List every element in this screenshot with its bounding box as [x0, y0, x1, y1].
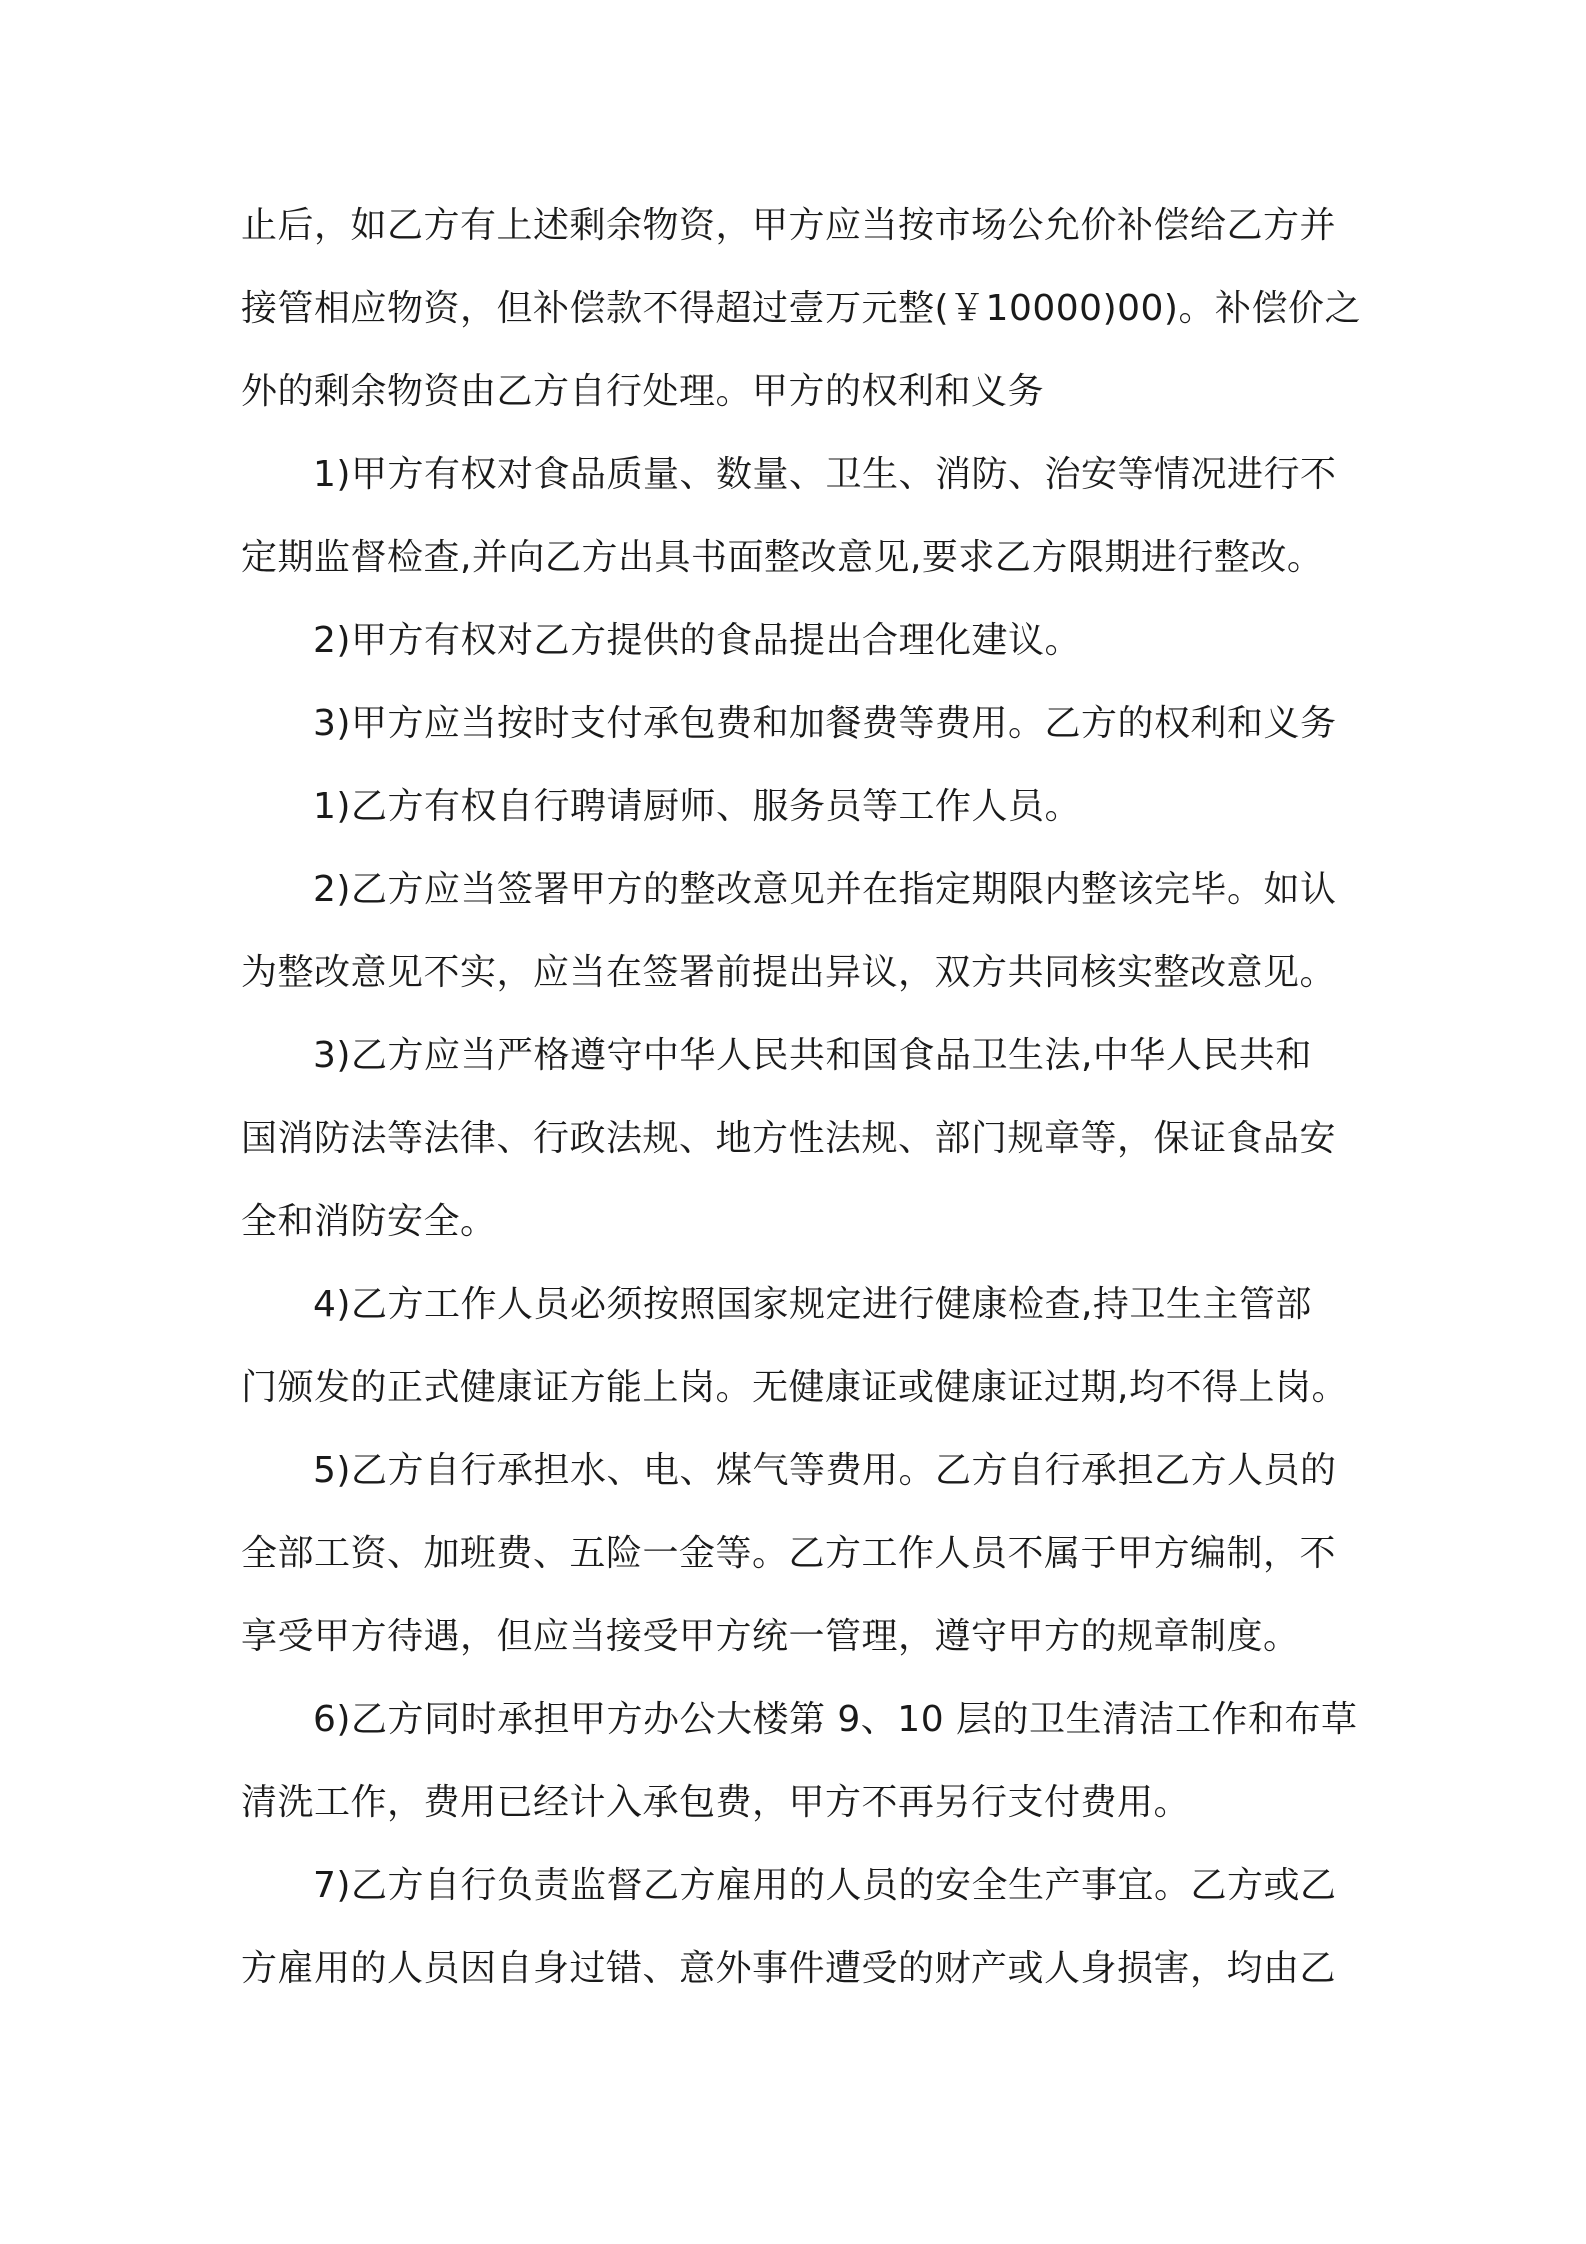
- text-line: 定期监督检查,并向乙方出具书面整改意见,要求乙方限期进行整改。: [241, 537, 1324, 578]
- text-line: 外的剩余物资由乙方自行处理。甲方的权利和义务: [241, 371, 1045, 412]
- paragraph-line: 6)乙方同时承担甲方办公大楼第 9、10 层的卫生清洁工作和布草: [313, 1699, 1358, 1740]
- text-line: 全部工资、加班费、五险一金等。乙方工作人员不属于甲方编制，不: [241, 1533, 1337, 1574]
- text-line: 国消防法等法律、行政法规、地方性法规、部门规章等，保证食品安: [241, 1118, 1337, 1159]
- text-line: 方雇用的人员因自身过错、意外事件遭受的财产或人身损害，均由乙: [241, 1948, 1337, 1989]
- paragraph-line: 3)甲方应当按时支付承包费和加餐费等费用。乙方的权利和义务: [313, 703, 1337, 744]
- paragraph-line: 4)乙方工作人员必须按照国家规定进行健康检查,持卫生主管部: [313, 1284, 1312, 1325]
- paragraph-line: 7)乙方自行负责监督乙方雇用的人员的安全生产事宜。乙方或乙: [313, 1865, 1337, 1906]
- text-line: 门颁发的正式健康证方能上岗。无健康证或健康证过期,均不得上岗。: [241, 1367, 1348, 1408]
- text-line: 全和消防安全。: [241, 1201, 497, 1242]
- paragraph-line: 1)乙方有权自行聘请厨师、服务员等工作人员。: [313, 786, 1081, 827]
- text-line: 接管相应物资，但补偿款不得超过壹万元整(￥10000)00)。补偿价之: [241, 288, 1361, 329]
- text-line: 享受甲方待遇，但应当接受甲方统一管理，遵守甲方的规章制度。: [241, 1616, 1300, 1657]
- paragraph-line: 1)甲方有权对食品质量、数量、卫生、消防、治安等情况进行不: [313, 454, 1337, 495]
- paragraph-line: 3)乙方应当严格遵守中华人民共和国食品卫生法,中华人民共和: [313, 1035, 1312, 1076]
- paragraph-line: 5)乙方自行承担水、电、煤气等费用。乙方自行承担乙方人员的: [313, 1450, 1337, 1491]
- text-line: 为整改意见不实，应当在签署前提出异议，双方共同核实整改意见。: [241, 952, 1337, 993]
- text-line: 清洗工作，费用已经计入承包费，甲方不再另行支付费用。: [241, 1782, 1191, 1823]
- paragraph-line: 2)甲方有权对乙方提供的食品提出合理化建议。: [313, 620, 1081, 661]
- paragraph-line: 2)乙方应当签署甲方的整改意见并在指定期限内整该完毕。如认: [313, 869, 1337, 910]
- text-line: 止后，如乙方有上述剩余物资，甲方应当按市场公允价补偿给乙方并: [241, 205, 1337, 246]
